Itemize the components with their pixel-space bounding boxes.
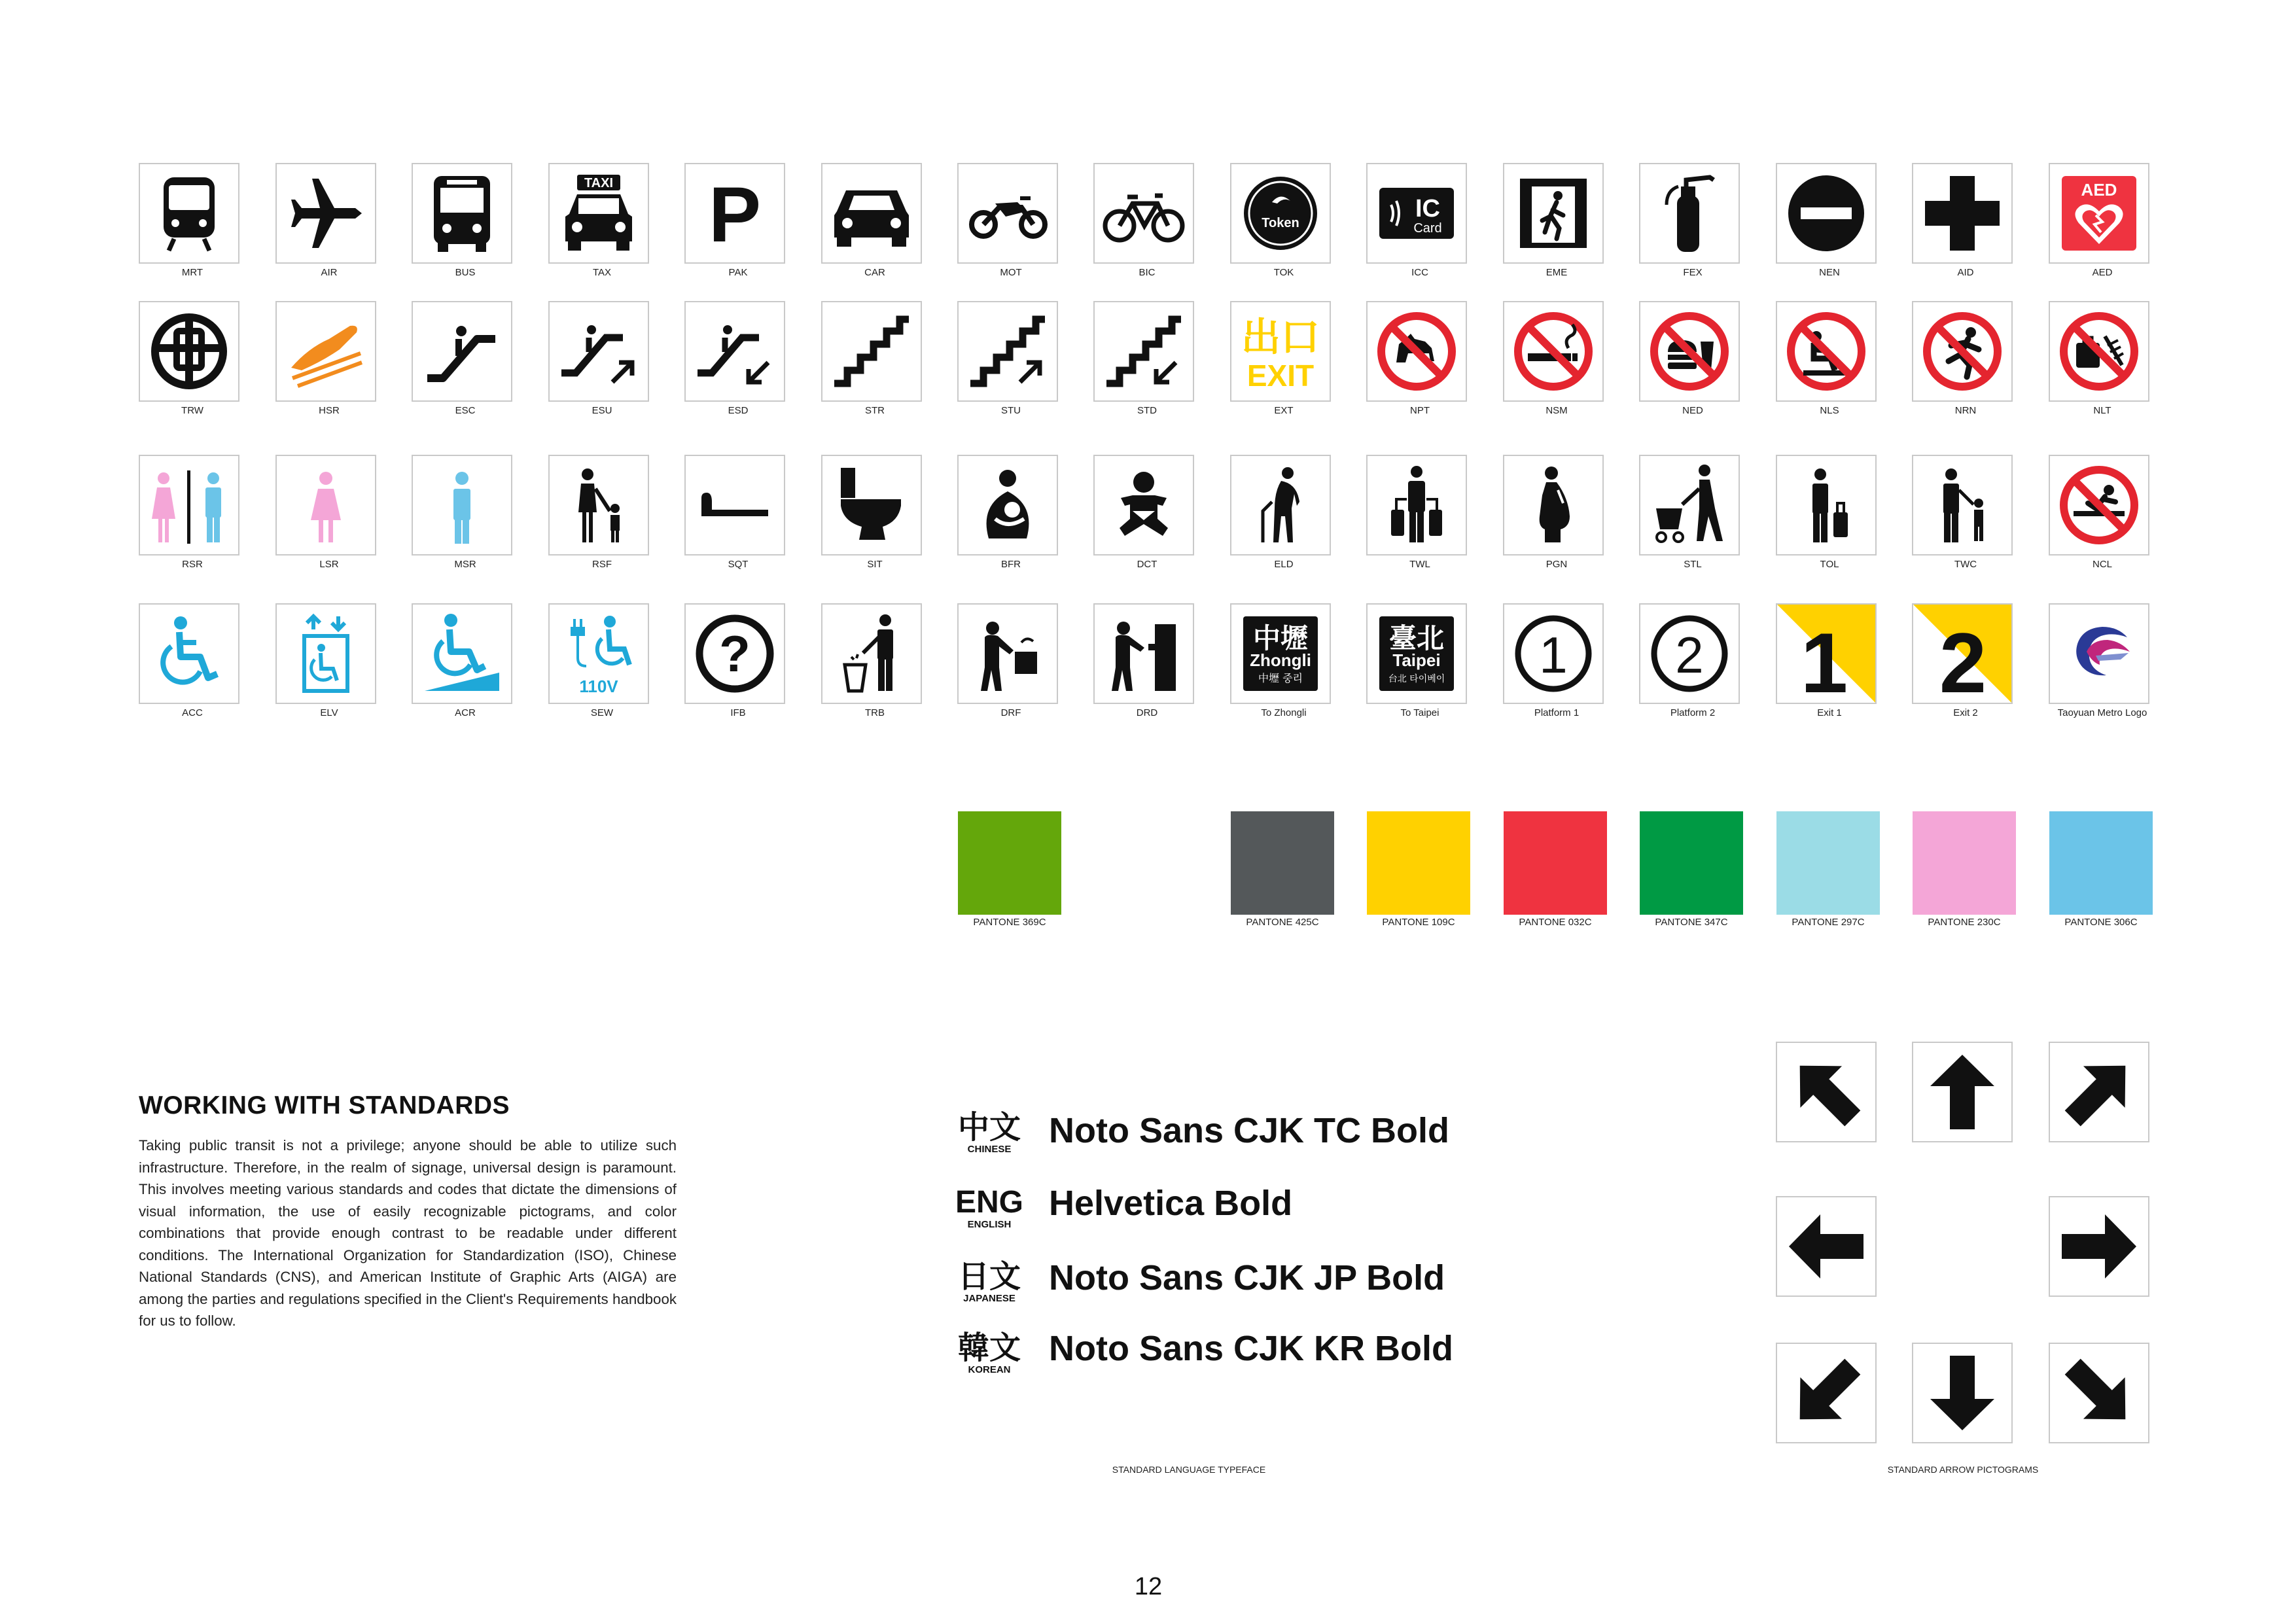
swatch-109c [1367,811,1470,915]
to-taipei-sign [1366,603,1467,704]
caption-sew: SEW [590,707,614,718]
caption-twl: TWL [1409,559,1430,570]
caption-exit-1: Exit 1 [1817,707,1842,718]
caption-twc: TWC [1954,559,1977,570]
caption-acc: ACC [182,707,203,718]
airplane-icon [275,163,376,264]
swatch-label-425c: PANTONE 425C [1246,917,1319,928]
card-text: Card [1413,221,1442,236]
no-climbing-icon [2049,455,2149,555]
restroom-icon [139,455,239,555]
japanese-typeface-name: Noto Sans CJK JP Bold [1049,1258,1445,1297]
platform-2-icon [1639,603,1740,704]
swatch-347c [1640,811,1743,915]
swatch-label-230c: PANTONE 230C [1928,917,2001,928]
caption-ncl: NCL [2092,559,2112,570]
taxi-text: TAXI [584,176,614,190]
bicycle-icon [1093,163,1194,264]
caption-rsr: RSR [182,559,203,570]
caption-aed: AED [2092,267,2113,278]
swatch-425c [1231,811,1334,915]
caption-bic: BIC [1139,267,1156,278]
swatch-label-109c: PANTONE 109C [1382,917,1455,928]
japanese-mark-text: 日文 [957,1258,1021,1295]
accessible-icon [139,603,239,704]
korean-typeface-name: Noto Sans CJK KR Bold [1049,1329,1454,1368]
caption-tax: TAX [592,267,612,278]
information-icon [684,603,785,704]
platform-2-text: 2 [1675,626,1704,684]
exit-en-text: EXIT [1246,359,1315,393]
toilet-with-child-icon [1912,455,2013,555]
caption-nls: NLS [1820,405,1839,416]
swatch-306c [2049,811,2153,915]
escalator-down-icon [684,301,785,402]
caption-icc: ICC [1411,267,1428,278]
chinese-typeface-name: Noto Sans CJK TC Bold [1049,1111,1450,1150]
family-restroom-icon [548,455,649,555]
zhongli-cn-text: 中壢 [1252,622,1309,654]
caption-esc: ESC [455,405,476,416]
platform-1-icon [1503,603,1604,704]
no-smoking-icon [1503,301,1604,402]
mens-restroom-icon [412,455,512,555]
info-text: ? [719,625,751,682]
diaper-changing-icon [1093,455,1194,555]
caption-sit: SIT [867,559,883,570]
swatch-230c [1913,811,2016,915]
caption-platform-2: Platform 2 [1670,707,1716,718]
swatch-369c [958,811,1061,915]
parking-text: P [708,171,762,258]
accessible-ramp-icon [412,603,512,704]
mrt-icon [139,163,239,264]
caption-nlt: NLT [2093,405,2111,416]
korean-mark [953,1331,1025,1375]
sew-voltage-text: 110V [579,677,618,696]
taipei-cn-text: 臺北 [1388,622,1445,654]
escalator-icon [412,301,512,402]
swatch-label-297c: PANTONE 297C [1792,917,1865,928]
swatch-032c [1504,811,1607,915]
stairs-icon [821,301,922,402]
caption-msr: MSR [454,559,476,570]
escalator-up-icon [548,301,649,402]
caption-sqt: SQT [728,559,749,570]
caption-air: AIR [321,267,338,278]
arrow-up-icon [1912,1042,2013,1142]
arrow-down-right-icon [2049,1343,2149,1443]
swatch-label-369c: PANTONE 369C [973,917,1046,928]
chinese-mark [953,1110,1025,1155]
caption-tol: TOL [1820,559,1839,570]
caption-esu: ESU [592,405,612,416]
pregnant-woman-icon [1503,455,1604,555]
exit-2-icon [1912,603,2013,704]
caption-eld: ELD [1274,559,1294,570]
no-entry-icon [1776,163,1877,264]
ic-card-icon [1366,163,1467,264]
no-luggage-trolley-icon [2049,301,2149,402]
caption-rsf: RSF [592,559,612,570]
elderly-icon [1230,455,1331,555]
accessible-power-outlet-icon [548,603,649,704]
caption-hsr: HSR [319,405,340,416]
taipei-sub-text: 台北 타이베이 [1388,674,1445,684]
chinese-mark-sub: CHINESE [967,1144,1012,1155]
stairs-down-icon [1093,301,1194,402]
caption-elv: ELV [320,707,338,718]
exit-1-text: 1 [1800,615,1848,703]
standards-heading: WORKING WITH STANDARDS [139,1091,510,1120]
caption-nsm: NSM [1545,405,1568,416]
high-speed-rail-icon [275,301,376,402]
japanese-mark [953,1260,1025,1304]
caption-std: STD [1137,405,1157,416]
no-eating-drinking-icon [1639,301,1740,402]
caption-mrt: MRT [181,267,203,278]
to-zhongli-sign [1230,603,1331,704]
caption-pgn: PGN [1545,559,1568,570]
caption-ifb: IFB [730,707,746,718]
arrow-left-icon [1776,1196,1877,1297]
caption-npt: NPT [1410,405,1430,416]
english-mark [953,1186,1025,1230]
bus-icon [412,163,512,264]
token-icon [1230,163,1331,264]
typeface-caption: STANDARD LANGUAGE TYPEFACE [1112,1464,1266,1475]
caption-bfr: BFR [1001,559,1021,570]
stroller-icon [1639,455,1740,555]
taxi-icon [548,163,649,264]
exit-cn-text: 出口 [1241,315,1320,361]
token-text: Token [1262,216,1299,230]
caption-dct: DCT [1137,559,1157,570]
caption-bus: BUS [455,267,476,278]
swatch-label-306c: PANTONE 306C [2064,917,2138,928]
arrow-down-left-icon [1776,1343,1877,1443]
japanese-mark-sub: JAPANESE [963,1293,1016,1304]
breastfeeding-room-icon [957,455,1058,555]
swatch-label-347c: PANTONE 347C [1655,917,1728,928]
fire-extinguisher-icon [1639,163,1740,264]
zhongli-sub-text: 中壢 중리 [1258,672,1303,684]
caption-to-taipei: To Taipei [1400,707,1439,718]
caption-fex: FEX [1683,267,1703,278]
caption-mot: MOT [1000,267,1022,278]
swatch-label-032c: PANTONE 032C [1519,917,1592,928]
english-typeface-name: Helvetica Bold [1049,1184,1293,1223]
zhongli-en-text: Zhongli [1250,650,1311,670]
parking-icon [684,163,785,264]
stairs-up-icon [957,301,1058,402]
caption-trw: TRW [181,405,203,416]
aed-text: AED [2081,180,2117,200]
taipei-en-text: Taipei [1392,650,1441,670]
caption-stl: STL [1684,559,1702,570]
caption-tok: TOK [1273,267,1294,278]
caption-drd: DRD [1136,707,1158,718]
caption-trb: TRB [865,707,885,718]
drinking-fountain-dispenser-icon [1093,603,1194,704]
caption-eme: EME [1545,267,1568,278]
first-aid-icon [1912,163,2013,264]
taoyuan-metro-logo [2049,603,2149,704]
caption-aid: AID [1957,267,1974,278]
caption-to-zhongli: To Zhongli [1261,707,1307,718]
page-number: 12 [1134,1573,1163,1600]
caption-taoyuan-metro-logo: Taoyuan Metro Logo [2057,707,2147,718]
arrow-up-left-icon [1776,1042,1877,1142]
no-pets-icon [1366,301,1467,402]
english-mark-text: ENG [955,1185,1023,1220]
exit-2-text: 2 [1939,615,1987,703]
taiwan-railway-icon [139,301,239,402]
arrow-up-right-icon [2049,1042,2149,1142]
swatch-297c [1776,811,1880,915]
traveler-luggage-icon [1366,455,1467,555]
chinese-mark-text: 中文 [957,1109,1021,1146]
exit-sign-icon [1230,301,1331,402]
standards-body: Taking public transit is not a privilege; anyone should be able to utilize such infrastructure. Therefore, in the realm of signage, universal design is paramount. This involves meeting various standards and codes that dictate the dimensions of visual information, the use of easily recognizable pictograms, and color combinations that provide enough contrast to be readable under different conditions. The International Organization for Standardization (ISO), Chinese National Standards (CNS), and American Institute of Graphic Arts (AIGA) are among the parties and regulations specified in the Client's Requirements handbook for us to follow. [139,1137,677,1329]
caption-drf: DRF [1000,707,1021,718]
arrow-right-icon [2049,1196,2149,1297]
car-icon [821,163,922,264]
caption-stu: STU [1001,405,1021,416]
no-running-icon [1912,301,2013,402]
drinking-fountain-icon [957,603,1058,704]
accessible-elevator-icon [275,603,376,704]
trash-bin-icon [821,603,922,704]
caption-ned: NED [1682,405,1703,416]
toilet-luggage-icon [1776,455,1877,555]
korean-mark-sub: KOREAN [968,1364,1011,1375]
caption-str: STR [865,405,885,416]
english-mark-sub: ENGLISH [967,1219,1012,1230]
caption-nen: NEN [1819,267,1840,278]
caption-platform-1: Platform 1 [1534,707,1580,718]
platform-1-text: 1 [1539,626,1568,684]
motorcycle-icon [957,163,1058,264]
emergency-exit-icon [1503,163,1604,264]
caption-nrn: NRN [1954,405,1977,416]
arrow-caption: STANDARD ARROW PICTOGRAMS [1887,1464,2039,1475]
squat-toilet-icon [684,455,785,555]
ic-text: IC [1415,195,1440,222]
caption-car: CAR [864,267,885,278]
caption-exit-2: Exit 2 [1953,707,1978,718]
caption-ext: EXT [1274,405,1294,416]
sitting-toilet-icon [821,455,922,555]
exit-1-icon [1776,603,1877,704]
ladies-restroom-icon [275,455,376,555]
no-lying-sitting-icon [1776,301,1877,402]
caption-esd: ESD [728,405,749,416]
caption-pak: PAK [728,267,748,278]
korean-mark-text: 韓文 [957,1330,1021,1366]
arrow-down-icon [1912,1343,2013,1443]
caption-acr: ACR [455,707,476,718]
caption-lsr: LSR [319,559,339,570]
aed-icon [2049,163,2149,264]
